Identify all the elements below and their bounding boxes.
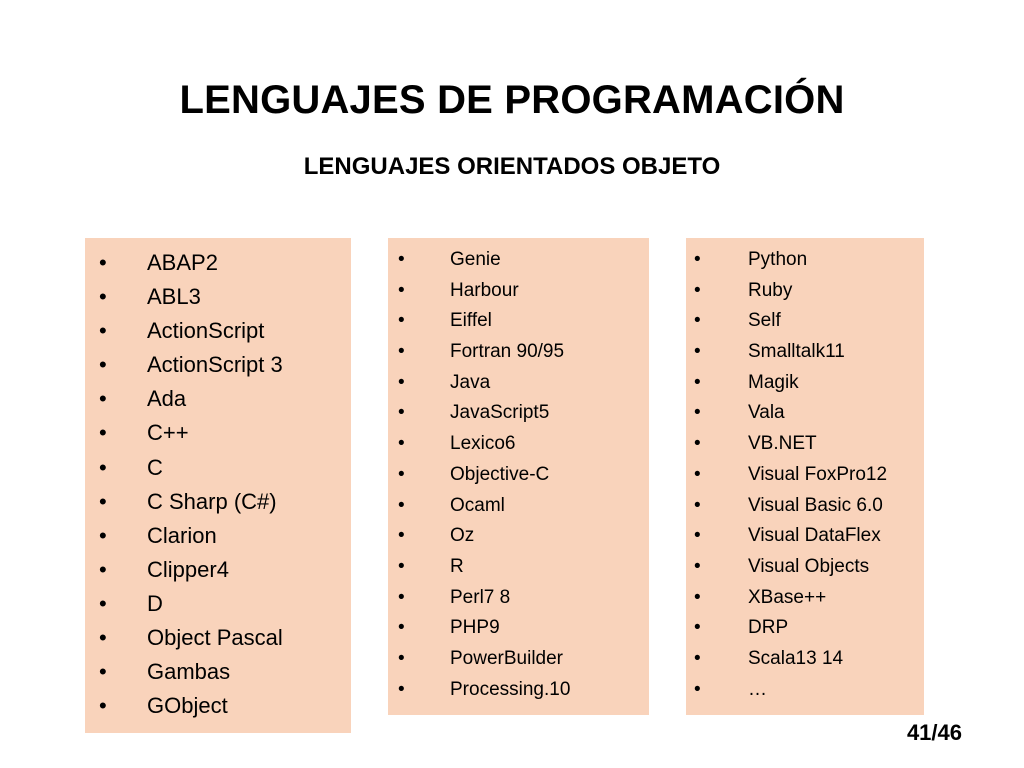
list-item [398, 276, 649, 307]
list-item [99, 655, 351, 689]
slide-subtitle: LENGUAJES ORIENTADOS OBJETO [303, 153, 721, 180]
list-item [398, 429, 649, 460]
list-item-label: Ocaml [450, 494, 505, 516]
bullet-icon: • [398, 402, 405, 424]
list-item-label: ActionScript [147, 318, 265, 344]
bullet-icon: • [398, 463, 405, 485]
list-item [99, 246, 351, 280]
list-item [398, 245, 649, 276]
bullet-icon: • [99, 693, 107, 719]
bullet-icon: • [694, 310, 701, 332]
list-item [694, 398, 924, 429]
list-item-label: PowerBuilder [450, 647, 563, 669]
list-item [398, 675, 649, 706]
list-item [398, 644, 649, 675]
list-item-label: Ada [147, 386, 187, 412]
language-list-box-2 [388, 238, 649, 715]
list-item [694, 552, 924, 583]
bullet-icon: • [694, 647, 701, 669]
page-number: 41/46 [906, 720, 962, 745]
list-item-label: XBase++ [748, 586, 827, 608]
list-item-label: Oz [450, 525, 475, 547]
list-item [694, 521, 924, 552]
list-item-label: Visual Objects [748, 555, 870, 577]
list-item-label: PHP9 [450, 617, 500, 639]
list-item [398, 337, 649, 368]
bullet-icon: • [398, 310, 405, 332]
bullet-icon: • [694, 463, 701, 485]
bullet-icon: • [694, 341, 701, 363]
bullet-icon: • [99, 454, 107, 480]
bullet-icon: • [398, 279, 405, 301]
list-item [694, 306, 924, 337]
list-item [398, 460, 649, 491]
bullet-icon: • [398, 341, 405, 363]
list-item-label: Object Pascal [147, 625, 283, 651]
list-item-label: R [450, 555, 464, 577]
list-item [99, 519, 351, 553]
list-item-label: Self [748, 310, 781, 332]
bullet-icon: • [694, 433, 701, 455]
bullet-icon: • [398, 678, 405, 700]
list-item-label: Python [748, 249, 808, 270]
list-item [694, 644, 924, 675]
bullet-icon: • [99, 352, 107, 378]
list-item-label: DRP [748, 617, 789, 639]
list-item [398, 521, 649, 552]
bullet-icon: • [694, 249, 701, 270]
list-item-label: … [748, 678, 767, 700]
bullet-icon: • [99, 488, 107, 514]
list-item [398, 398, 649, 429]
list-item [694, 583, 924, 614]
list-item [398, 491, 649, 522]
bullet-icon: • [694, 279, 701, 301]
bullet-icon: • [694, 525, 701, 547]
list-item [694, 337, 924, 368]
list-item-label: JavaScript5 [450, 402, 550, 424]
bullet-icon: • [99, 420, 107, 446]
list-item [694, 675, 924, 706]
list-item [99, 689, 351, 723]
list-item-label: Vala [748, 402, 785, 424]
bullet-icon: • [694, 555, 701, 577]
list-item-label: C [147, 454, 163, 480]
list-item-label: Java [450, 371, 491, 393]
list-item-label: Visual DataFlex [748, 525, 881, 547]
list-item [99, 348, 351, 382]
bullet-icon: • [398, 249, 405, 270]
bullet-icon: • [694, 617, 701, 639]
list-item [694, 460, 924, 491]
list-item [99, 451, 351, 485]
list-item-label: Clarion [147, 522, 217, 548]
list-item [99, 280, 351, 314]
list-item-label: Objective-C [450, 463, 550, 485]
list-item [99, 314, 351, 348]
list-item [99, 382, 351, 416]
bullet-icon: • [99, 318, 107, 344]
bullet-icon: • [99, 590, 107, 616]
bullet-icon: • [398, 433, 405, 455]
bullet-icon: • [694, 586, 701, 608]
list-item [398, 368, 649, 399]
bullet-icon: • [99, 522, 107, 548]
list-item-label: Ruby [748, 279, 793, 301]
bullet-icon: • [398, 371, 405, 393]
bullet-icon: • [99, 659, 107, 685]
list-item [99, 587, 351, 621]
bullet-icon: • [398, 525, 405, 547]
bullet-icon: • [398, 647, 405, 669]
language-list-box-1 [85, 238, 351, 733]
list-item-label: Fortran 90/95 [450, 341, 565, 363]
list-item-label: ABL3 [147, 284, 201, 310]
language-list-1 [85, 238, 351, 723]
list-item-label: Eiffel [450, 310, 492, 332]
list-item-label: Visual FoxPro12 [748, 463, 888, 485]
list-item [99, 621, 351, 655]
bullet-icon: • [694, 371, 701, 393]
bullet-icon: • [694, 494, 701, 516]
list-item-label: Harbour [450, 279, 519, 301]
list-item [694, 613, 924, 644]
list-item-label: Lexico6 [450, 433, 516, 455]
list-item-label: Clipper4 [147, 556, 229, 582]
list-item-label: Visual Basic 6.0 [748, 494, 883, 516]
list-item [694, 368, 924, 399]
list-item [694, 429, 924, 460]
bullet-icon: • [398, 586, 405, 608]
list-item [99, 416, 351, 450]
list-item-label: GObject [147, 693, 228, 719]
bullet-icon: • [398, 617, 405, 639]
bullet-icon: • [694, 678, 701, 700]
list-item [694, 276, 924, 307]
list-item [398, 613, 649, 644]
list-item [398, 306, 649, 337]
language-list-box-3 [686, 238, 924, 715]
list-item-label: Scala13 14 [748, 647, 844, 669]
list-item-label: C Sharp (C#) [147, 488, 277, 514]
language-list-2 [388, 238, 649, 705]
bullet-icon: • [398, 494, 405, 516]
language-list-3 [686, 238, 924, 705]
list-item-label: Perl7 8 [450, 586, 511, 608]
slide-title: LENGUAJES DE PROGRAMACIÓN [179, 78, 845, 122]
list-item-label: Smalltalk11 [748, 341, 845, 363]
bullet-icon: • [694, 402, 701, 424]
list-item-label: Processing.10 [450, 678, 571, 700]
bullet-icon: • [99, 250, 107, 275]
list-item-label: Genie [450, 249, 501, 270]
list-item [99, 553, 351, 587]
list-item [99, 485, 351, 519]
bullet-icon: • [398, 555, 405, 577]
list-item-label: ABAP2 [147, 250, 218, 275]
bullet-icon: • [99, 284, 107, 310]
list-item [694, 491, 924, 522]
list-item [398, 583, 649, 614]
list-item [398, 552, 649, 583]
bullet-icon: • [99, 625, 107, 651]
list-item-label: D [147, 590, 163, 616]
list-item-label: Magik [748, 371, 799, 393]
list-item-label: C++ [147, 420, 189, 446]
list-item-label: ActionScript 3 [147, 352, 283, 378]
list-item-label: VB.NET [748, 433, 817, 455]
bullet-icon: • [99, 386, 107, 412]
list-item [694, 245, 924, 276]
bullet-icon: • [99, 556, 107, 582]
list-item-label: Gambas [147, 659, 231, 685]
